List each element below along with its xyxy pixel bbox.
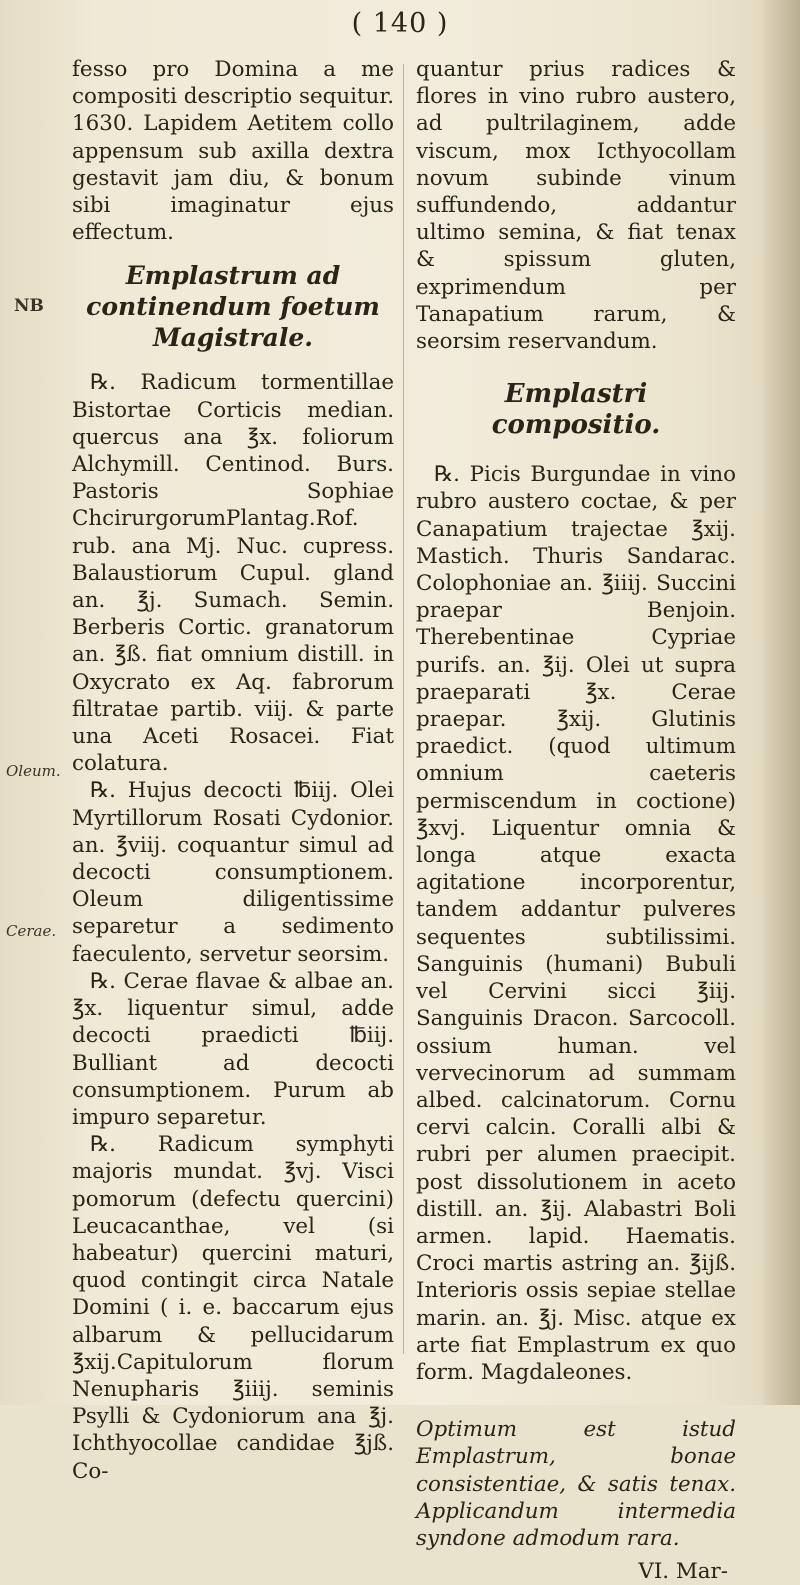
closing-remark: Optimum est istud Emplastrum, bonae consistentiae, & satis tenax. Applicandum intermedia syndone admodum rara. bbox=[416, 1417, 736, 1551]
left-heading: Emplastrum ad continendum foetum Magistrale. bbox=[86, 261, 380, 353]
page-number: ( 140 ) bbox=[351, 8, 449, 39]
left-paragraph-3: ℞. Cerae flavae & albae an. ℥x. liquentur simul, adde decocti praedicti ℔iij. Bulliant ad decocti consumptionem. Purum ab impuro separetur. bbox=[72, 968, 394, 1130]
page-edge-shadow bbox=[760, 0, 800, 1405]
left-paragraph-4: ℞. Radicum symphyti majoris mundat. ℥vj. Visci pomorum (defectu quercini) Leucacanthae, vel (si habeatur) quercini maturi, quod contingit circa Natale Domini ( i. e. baccarum ejus albarum & pellucidarum ℥xij.Capitulorum florum Nenupharis ℥iiij. seminis Psylli & Cydoniorum ana ℥j. Ichthyocollae candidae ℥jß. Co- bbox=[72, 1132, 394, 1484]
catchword: VI. Mar- bbox=[638, 1559, 728, 1585]
left-column bbox=[72, 56, 394, 1485]
left-paragraph-2: ℞. Hujus decocti ℔iij. Olei Myrtillorum Rosati Cydonior. an. ℥viij. coquantur simul ad decocti consumptionem. Oleum diligentissime separetur a sedimento faeculento, servetur seorsim. bbox=[72, 778, 394, 967]
margin-note-cerae: Cerae. bbox=[6, 922, 57, 940]
right-heading: Emplastri compositio. bbox=[491, 379, 661, 441]
column-divider bbox=[403, 64, 404, 1354]
margin-note-oleum: Oleum. bbox=[6, 762, 61, 780]
right-paragraph-2: ℞. Picis Burgundae in vino rubro austero coctae, & per Canapatium trajectae ℥xij. Mastich. Thuris Sandarac. Colophoniae an. ℥iiij. Succini praepar Benjoin. Therebentinae Cypriae purifs. an. ℥ij. Olei ut supra praeparati ℥x. Cerae praepar. ℥xij. Glutinis praedict. (quod ultimum omnium caeteris permiscendum in coctione) ℥xvj. Liquentur omnia & longa atque exacta agitatione incorporentur, tandem addantur pulveres sequentes subtilissimi. Sanguinis (humani) Bubuli vel Cervini sicci ℥iij. Sanguinis Dracon. Sarcocoll. ossium human. vel vervecinorum ad summam albed. calcinatorum. Cornu cervi calcin. Coralli albi & rubri per alumen praecipit. post dissolutionem in aceto distill. an. ℥ij. Alabastri Boli armen. lapid. Haematis. Croci martis astring an. ℥ijß. Interioris ossis sepiae stellae marin. an. ℥j. Misc. atque ex arte fiat Emplastrum ex quo form. Magdaleones. bbox=[416, 462, 736, 1385]
right-paragraph-1: quantur prius radices & flores in vino rubro austero, ad pultrilaginem, adde viscum, mox Icthyocollam novum subinde vinum suffundendo, addantur ultimo semina, & fiat tenax & spissum gluten, exprimendum per Tanapatium rarum, & seorsim reservandum. bbox=[416, 57, 736, 355]
left-paragraph-1: ℞. Radicum tormentillae Bistortae Corticis median. quercus ana ℥x. foliorum Alchymill. Centinod. Burs. Pastoris Sophiae ChcirurgorumPlantag.Rof. rub. ana Mj. Nuc. cupress. Balaustiorum Cupul. gland an. ℥j. Sumach. Semin. Berberis Cortic. granatorum an. ℥ß. fiat omnium distill. in Oxycrato ex Aq. fabrorum filtratae partib. viij. & parte una Aceti Rosacei. Fiat colatura. bbox=[72, 370, 394, 777]
left-intro-paragraph: fesso pro Domina a me compositi descriptio sequitur. 1630. Lapidem Aetitem collo appensum sub axilla dextra gestavit jam diu, & bonum sibi imaginatur ejus effectum. bbox=[72, 57, 394, 246]
right-column bbox=[416, 56, 736, 1585]
margin-note-nb: NB bbox=[14, 296, 44, 316]
